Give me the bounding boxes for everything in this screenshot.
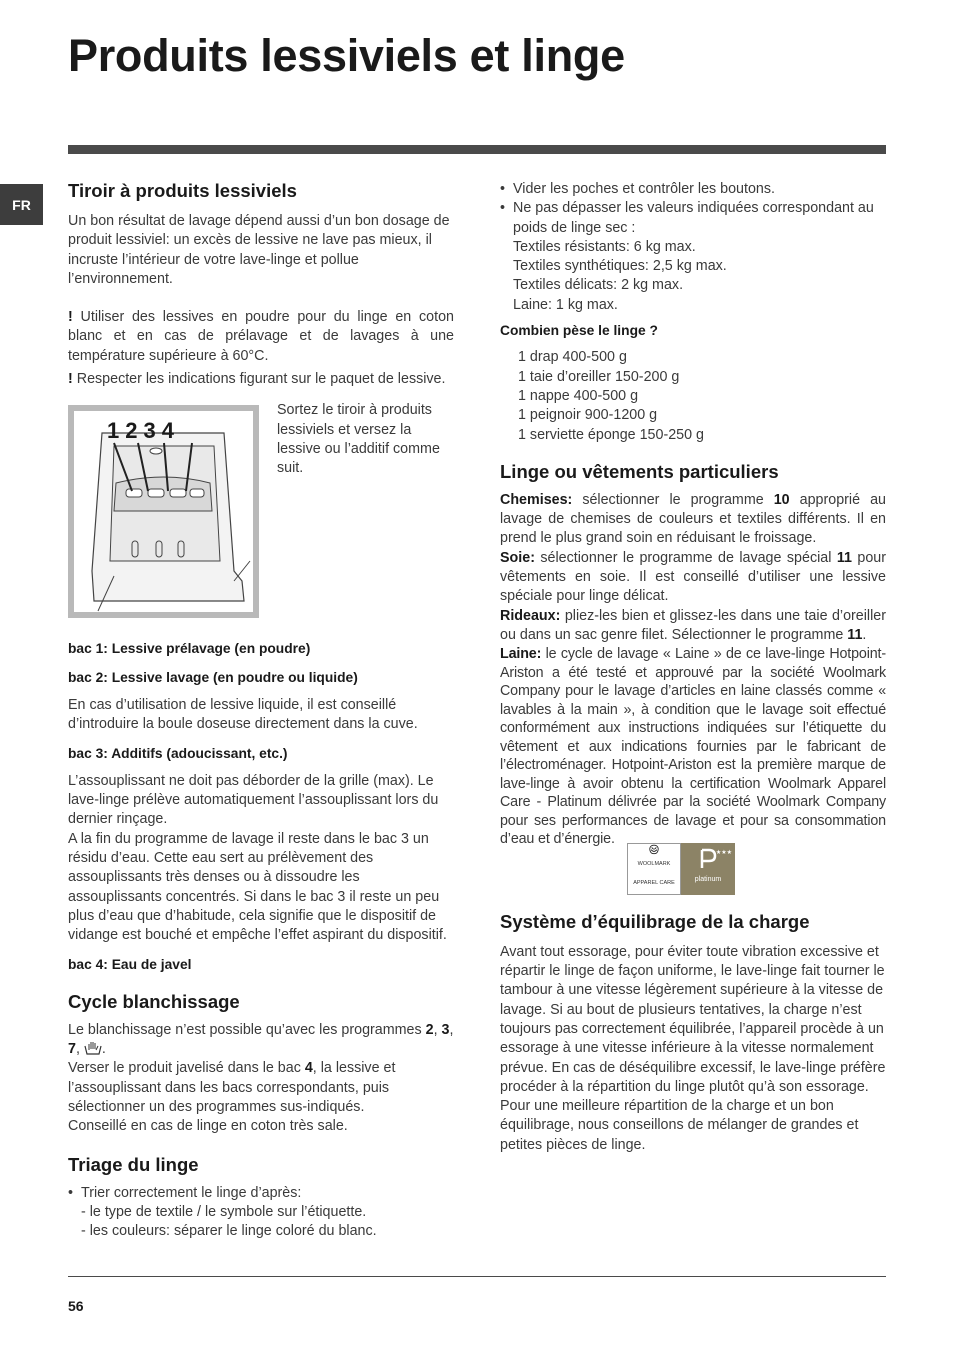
equilibrage-paragraph: Avant tout essorage, pour éviter toute vibration excessive et répartir le linge de façon uniforme, le lave-linge fait tourner le tambour à une vitesse légèrement supérieure à la vitesse de lavage. Si au bout de plusieurs tentatives, la charge n’est toujours pas correctement équilibrée, l’appareil procède à un essorage à une vitesse inférieure à la vitesse normalement prévue. En cas de déséquilibre excessif, le lave-linge préfère procéder à la répartition du linge plutôt qu’à son essorage. Pour une meilleure répartition de la charge et un bon équilibrage, nous conseillons de mélanger de grandes et petites pièces de linge.	[500, 943, 886, 1153]
weight-item: 1 nappe 400-500 g	[518, 387, 639, 404]
bac3-text-1: L’assouplissant ne doit pas déborder de la grille (max). Le lave-linge prélève automatiquement l’assouplissant lors du dernier rinçage.	[68, 772, 439, 828]
chemises-paragraph: Chemises: sélectionner le programme 10 approprié au lavage de chemises de couleurs et textiles différents. Il en prend le plus grand soin en réduisant le froissage.	[500, 491, 886, 547]
section-heading-triage: Triage du linge	[68, 1153, 199, 1175]
figure-caption: Sortez le tiroir à produits lessiviels et versez la lessive ou l’additif comme suit.	[277, 402, 440, 477]
soie-paragraph: Soie: sélectionner le programme de lavage spécial 11 pour vêtements en soie. Il est conseillé d’utiliser une lessive spéciale pour linge délicat.	[500, 549, 886, 605]
bac1-label: bac 1: Lessive prélavage (en poudre)	[68, 641, 311, 657]
bac2-text: En cas d’utilisation de lessive liquide, il est conseillé d’introduire la boule doseuse directement dans la cuve.	[68, 696, 418, 733]
page-number: 56	[68, 1298, 84, 1314]
woolmark-icon	[642, 844, 666, 855]
warning-mark: !	[68, 371, 73, 388]
platinum-text: platinum	[694, 876, 722, 884]
triage-sub-2: - les couleurs: séparer le linge coloré du blanc.	[81, 1223, 377, 1240]
bac4-label: bac 4: Eau de javel	[68, 956, 192, 972]
bac3-text-2: A la fin du programme de lavage il reste dans le bac 3 un résidu d’eau. Cette eau sert au prélèvement des assouplissants très denses ou à dissoudre les assouplissants concentrés. Si dans le bac 3 il reste un peu plus d’eau que d’habitude, cela signifie que le dispositif de vidange est bouché et empêche l’effet aspirant du dispositif.	[68, 830, 447, 944]
bullet-poids: • Ne pas dépasser les valeurs indiquées correspondant au poids de linge sec :	[500, 199, 886, 238]
section-heading-blanchissage: Cycle blanchissage	[68, 990, 240, 1012]
platinum-stars: ★★★	[715, 849, 732, 856]
warning-powder	[68, 308, 454, 366]
warning-text: Utiliser des lessives en poudre pour du linge en coton blanc et en cas de prélavage et de lavages à une température supérieure à 60°C.	[68, 309, 454, 364]
bac3-label: bac 3: Additifs (adoucissant, etc.)	[68, 745, 288, 761]
detergent-drawer-figure	[68, 405, 259, 618]
warning-mark: !	[68, 309, 73, 326]
woolmark-logo	[627, 843, 681, 895]
platinum-logo	[681, 843, 735, 895]
blanchissage-p3: Conseillé en cas de linge en coton très sale.	[68, 1118, 348, 1135]
hand-wash-icon	[84, 1041, 102, 1055]
warning-text: Respecter les indications figurant sur le paquet de lessive.	[72, 371, 446, 388]
weight-item: 1 drap 400-500 g	[518, 349, 627, 366]
compartment-label-2: 2	[125, 418, 144, 444]
woolmark-text: WOOLMARK	[637, 861, 671, 868]
section-heading-particuliers: Linge ou vêtements particuliers	[500, 460, 779, 482]
limit-laine: Laine: 1 kg max.	[513, 296, 618, 313]
language-tab: FR	[0, 184, 43, 225]
platinum-p-icon	[699, 848, 717, 870]
rideaux-paragraph: Rideaux: pliez-les bien et glissez-les dans une taie d’oreiller ou dans un sac genre filet. Sélectionner le programme 11.	[500, 607, 886, 643]
compartment-label-1: 1	[107, 418, 126, 444]
drawer-figure-row	[68, 402, 454, 618]
weight-item: 1 serviette éponge 150-250 g	[518, 426, 704, 443]
weight-item: 1 taie d’oreiller 150-200 g	[518, 368, 680, 385]
triage-bullet: • Trier correctement le linge d’après:	[68, 1184, 454, 1203]
certification-logos	[627, 843, 886, 895]
woolmark-subtext: APPAREL CARE	[633, 880, 675, 887]
compartment-label-3: 3	[143, 418, 162, 444]
weight-heading: Combien pèse le linge ?	[500, 323, 658, 339]
section-heading-equilibrage: Système d’équilibrage de la charge	[500, 910, 810, 932]
blanchissage-p1: Le blanchissage n’est possible qu’avec les programmes 2, 3, 7, .	[68, 1021, 454, 1058]
weight-list	[500, 348, 886, 444]
left-column	[68, 178, 454, 1242]
title-rule	[68, 145, 886, 154]
limit-synthetiques: Textiles synthétiques: 2,5 kg max.	[513, 258, 727, 275]
intro-paragraph: Un bon résultat de lavage dépend aussi d’un bon dosage de produit lessiviel: un excès de lessive ne lave pas mieux, il incruste l’intérieur de votre lave-linge et pollue l’environnement.	[68, 213, 450, 287]
bac2-label: bac 2: Lessive lavage (en poudre ou liquide)	[68, 669, 358, 685]
bullet-poches: • Vider les poches et contrôler les boutons.	[500, 180, 886, 199]
weight-item: 1 peignoir 900-1200 g	[518, 407, 658, 424]
section-heading-tiroir: Tiroir à produits lessiviels	[68, 180, 297, 201]
triage-sub-1: - le type de textile / le symbole sur l’étiquette.	[81, 1203, 367, 1220]
right-column	[500, 178, 886, 1155]
compartment-label-4: 4	[161, 418, 180, 444]
drawer-compartment-numbers	[107, 418, 180, 444]
laine-paragraph: Laine: le cycle de lavage « Laine » de ce lave-linge Hotpoint-Ariston a été testé et approuvé par la société Woolmark Company pour le lavage d’articles en laine classés comme « lavables à la main », à condition que le lavage soit effectué conformément aux instructions indiquées sur l’étiquette du vêtement et aux indications fournies par le fabricant de l’électroménager. Hotpoint-Ariston est la première marque de lave-linge à avoir obtenu la certification Woolmark Apparel Care - Platinum délivrée par la société Woolmark Company pour ses performances de lavage et pour sa consommation d’eau et d’énergie.	[500, 646, 886, 848]
footer-rule	[68, 1276, 886, 1277]
warning-package	[68, 370, 454, 389]
limit-delicats: Textiles délicats: 2 kg max.	[513, 277, 684, 294]
page-title: Produits lessiviels et linge	[68, 30, 625, 81]
blanchissage-p2: Verser le produit javelisé dans le bac 4, la lessive et l’assouplissant dans les bacs correspondants, puis sélectionner un des programmes sus-indiqués.	[68, 1060, 396, 1116]
limit-resistants: Textiles résistants: 6 kg max.	[513, 238, 696, 255]
